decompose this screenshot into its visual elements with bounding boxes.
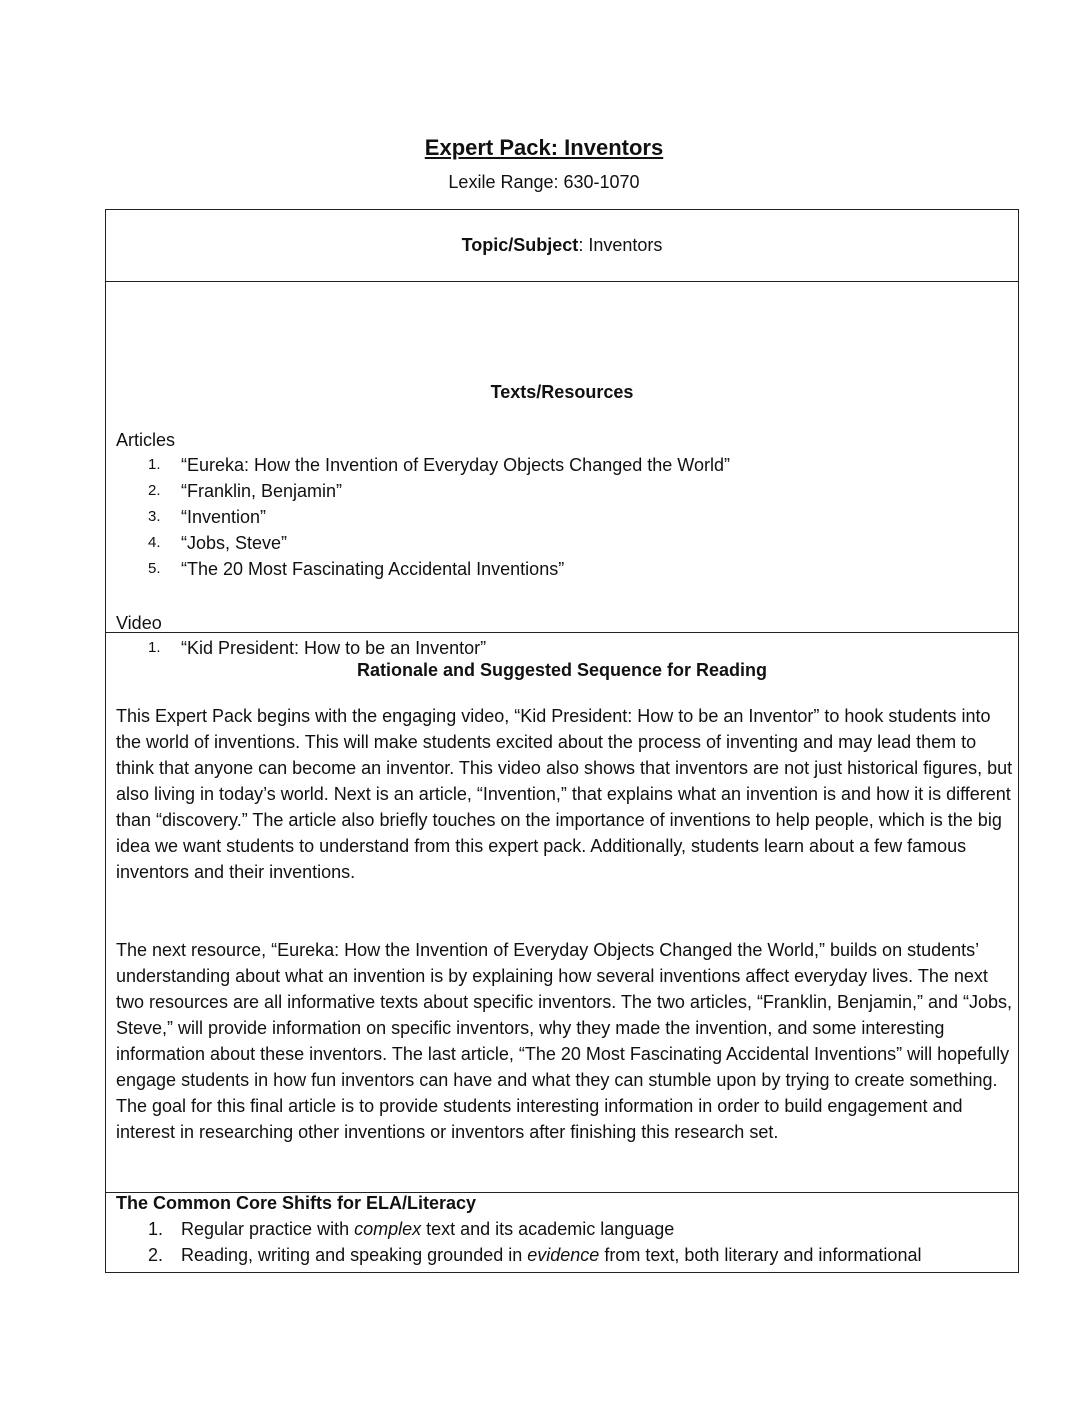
list-number: 5.	[148, 560, 161, 577]
shift-text-part: Reading, writing and speaking grounded in	[181, 1245, 528, 1265]
topic-row	[106, 210, 1018, 282]
topic-value: : Inventors	[578, 235, 663, 255]
shift-emphasis: evidence	[527, 1245, 600, 1265]
shifts-heading: The Common Core Shifts for ELA/Literacy	[116, 1193, 477, 1213]
topic-line	[106, 233, 1018, 257]
shift-text-part: Regular practice with	[181, 1219, 355, 1239]
shift-text-part: text and its academic language	[421, 1219, 675, 1239]
articles-label: Articles	[116, 430, 176, 450]
rationale-paragraph-1: This Expert Pack begins with the engaging video, “Kid President: How to be an Inventor” to hook students into the world of inventions. This will make students excited about the process of inventing and may lead them to think that anyone can become an inventor. This video also shows that inventors are not just historical figures, but also living in today’s world. Next is an article, “Invention,” that explains what an invention is and how it is different than “discovery.” The article also briefly touches on the importance of inventions to help people, which is the big idea we want students to understand from this expert pack. Additionally, students learn about a few famous inventors and their inventions.	[116, 706, 1013, 882]
shift-text-part: from text, both literary and informational	[599, 1245, 922, 1265]
shift-emphasis: complex	[354, 1219, 422, 1239]
list-number: 3.	[148, 508, 161, 525]
texts-resources-row	[106, 282, 1018, 658]
article-title: “Invention”	[181, 507, 267, 527]
page-title: Expert Pack: Inventors	[424, 135, 664, 160]
list-number: 2.	[148, 1245, 164, 1265]
list-number: 1.	[148, 1219, 164, 1239]
rationale-row	[106, 633, 1018, 1193]
list-number: 1.	[148, 639, 161, 656]
article-title: “Eureka: How the Invention of Everyday Objects Changed the World”	[181, 455, 730, 475]
article-title: “The 20 Most Fascinating Accidental Inventions”	[181, 559, 565, 579]
list-number: 1.	[148, 456, 161, 473]
texts-heading: Texts/Resources	[490, 382, 634, 402]
lexile-range: Lexile Range: 630-1070	[448, 172, 640, 192]
common-core-shifts-row	[106, 1193, 1018, 1272]
video-label: Video	[116, 613, 162, 633]
video-title: “Kid President: How to be an Inventor”	[181, 638, 487, 658]
list-number: 2.	[148, 482, 161, 499]
list-number: 4.	[148, 534, 161, 551]
rationale-heading: Rationale and Suggested Sequence for Reading	[356, 660, 768, 680]
article-title: “Franklin, Benjamin”	[181, 481, 343, 501]
expert-pack-table	[105, 209, 1019, 1273]
rationale-paragraph-2: The next resource, “Eureka: How the Invention of Everyday Objects Changed the World,” builds on students’ understanding about what an invention is by explaining how several inventions affect everyday lives. The next two resources are all informative texts about specific inventors. The two articles, “Franklin, Benjamin,” and “Jobs, Steve,” will provide information on specific inventors, why they made the invention, and some interesting information about these inventors. The last article, “The 20 Most Fascinating Accidental Inventions” will hopefully engage students in how fun inventors can have and what they can stumble upon by trying to create something. The goal for this final article is to provide students interesting information in order to build engagement and interest in researching other inventions or inventors after finishing this research set.	[116, 940, 1013, 1142]
article-title: “Jobs, Steve”	[181, 533, 288, 553]
shift-text	[181, 1216, 674, 1242]
topic-label: Topic/Subject	[461, 235, 579, 255]
shift-text	[181, 1242, 921, 1268]
